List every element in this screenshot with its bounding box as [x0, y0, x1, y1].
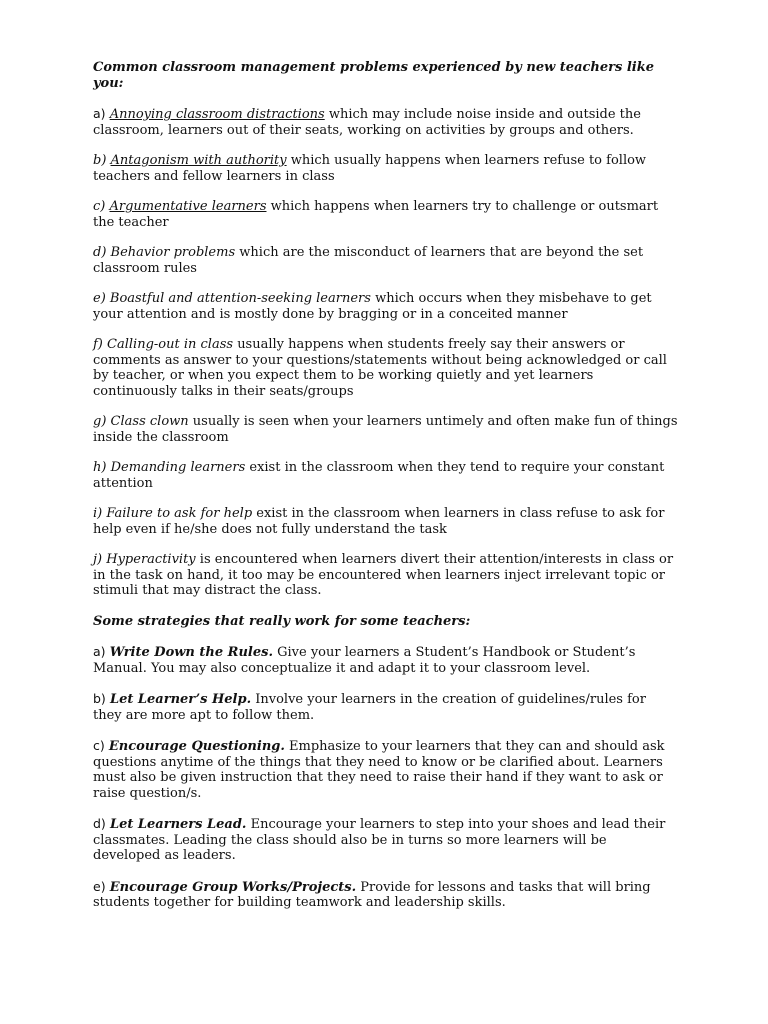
problem-text: exist in the classroom when learners in class refuse to ask for help even if he/she does not fully understand the task: [93, 506, 665, 537]
strategy-text: Encourage your learners to step into your shoes and lead their classmates. Leading the class should also be in turns so more learners will be developed as leaders.: [93, 817, 666, 863]
problem-item-h: h) Demanding learners exist in the classroom when they tend to require your constant attention: [93, 460, 665, 491]
problem-text: is encountered when learners divert their attention/interests in class or in the task on hand, it too may be encountered when learners inject irrelevant topic or stimuli that may distract the class.: [93, 552, 674, 598]
problem-text: which happens when learners try to challenge or outsmart the teacher: [93, 199, 659, 230]
problem-text: which occurs when they misbehave to get your attention and is mostly done by bragging or in a conceited manner: [93, 291, 652, 322]
problem-item-i: i) Failure to ask for help exist in the classroom when learners in class refuse to ask for help even if he/she does not fully understand the task: [93, 506, 665, 537]
strategy-text: Provide for lessons and tasks that will bring students together for building teamwork and leadership skills.: [93, 879, 651, 910]
problem-item-j: j) Hyperactivity is encountered when learners divert their attention/interests in class or in the task on hand, it too may be encountered when learners inject irrelevant topic or stimuli that may distract the class.: [93, 552, 674, 598]
strategy-term: Let Learners Lead.: [109, 817, 247, 832]
problem-item-a: a) Annoying classroom distractions which may include noise inside and outside the classroom, learners out of their seats, working on activities by groups and others.: [93, 106, 641, 138]
problem-term: Behavior problems: [110, 245, 236, 260]
strategy-term: Encourage Group Works/Projects.: [109, 879, 357, 895]
problem-text: which are the misconduct of learners that are beyond the set classroom rules: [93, 245, 644, 276]
problem-term: Demanding learners: [110, 460, 246, 475]
problem-text: exist in the classroom when they tend to require your constant attention: [93, 460, 665, 491]
problem-text: usually is seen when your learners untimely and often make fun of things inside the classroom: [93, 414, 678, 445]
problem-item-c: c) Argumentative learners which happens when learners try to challenge or outsmart the teacher: [93, 199, 659, 230]
problem-term: Antagonism with authority: [110, 153, 287, 168]
problem-term: Calling-out in class: [107, 337, 234, 352]
problem-term: Hyperactivity: [106, 552, 196, 567]
problem-item-b: b) Antagonism with authority which usually happens when learners refuse to follow teachers and fellow learners in class: [93, 153, 647, 184]
problems-heading: Common classroom management problems experienced by new teachers like you:: [93, 60, 654, 91]
problem-item-e: e) Boastful and attention-seeking learners which occurs when they misbehave to get your attention and is mostly done by bragging or in a conceited manner: [93, 291, 652, 322]
strategy-item-d: d) Let Learners Lead. Encourage your learners to step into your shoes and lead their classmates. Leading the class should also be in turns so more learners will be developed as leaders.: [93, 816, 666, 863]
strategy-item-a: a) Write Down the Rules. Give your learners a Student’s Handbook or Student’s Manual. You may also conceptualize it and adapt it to your classroom level.: [93, 644, 636, 676]
problem-text: which usually happens when learners refuse to follow teachers and fellow learners in class: [93, 153, 647, 184]
strategy-text: Involve your learners in the creation of guidelines/rules for they are more apt to follow them.: [93, 692, 646, 723]
document-page: [93, 60, 678, 926]
strategy-text: Emphasize to your learners that they can and should ask questions anytime of the things that they need to know or be clarified about. Learners must also be given instruction that they need to raise their hand if they want to ask or raise question/s.: [93, 739, 665, 801]
problem-text: which may include noise inside and outside the classroom, learners out of their seats, working on activities by groups and others.: [93, 107, 641, 138]
problem-text: usually happens when students freely say their answers or comments as answer to your questions/statements without being acknowledged or call by teacher, or when you expect them to be working quietly and yet learners continuously talks in their seats/groups: [93, 337, 667, 399]
problem-term: Failure to ask for help: [106, 506, 253, 521]
strategies-heading: Some strategies that really work for some teachers:: [93, 613, 471, 629]
problem-term: Argumentative learners: [109, 199, 267, 214]
strategy-term: Write Down the Rules.: [109, 645, 273, 660]
strategy-item-e: e) Encourage Group Works/Projects. Provide for lessons and tasks that will bring students together for building teamwork and leadership skills.: [93, 878, 651, 910]
strategy-item-c: c) Encourage Questioning. Emphasize to your learners that they can and should ask questions anytime of the things that they need to know or be clarified about. Learners must also be given instruction that they need to raise their hand if they want to ask or raise question/s.: [93, 738, 665, 801]
problem-term: Annoying classroom distractions: [109, 107, 325, 122]
strategy-term: Encourage Questioning.: [108, 739, 285, 754]
problem-term: Boastful and attention-seeking learners: [109, 291, 371, 306]
strategy-text: Give your learners a Student’s Handbook or Student’s Manual. You may also conceptualize it and adapt it to your classroom level.: [93, 645, 636, 676]
strategy-term: Let Learner’s Help.: [109, 692, 252, 707]
problem-term: Class clown: [110, 414, 189, 429]
problem-item-d: d) Behavior problems which are the misconduct of learners that are beyond the set classroom rules: [93, 245, 644, 276]
strategy-item-b: b) Let Learner’s Help. Involve your learners in the creation of guidelines/rules for they are more apt to follow them.: [93, 691, 646, 723]
problem-item-f: f) Calling-out in class usually happens when students freely say their answers or comments as answer to your questions/statements without being acknowledged or call by teacher, or when you expect them to be working quietly and yet learners continuously talks in their seats/groups: [93, 337, 667, 399]
problem-item-g: g) Class clown usually is seen when your learners untimely and often make fun of things inside the classroom: [93, 414, 678, 445]
